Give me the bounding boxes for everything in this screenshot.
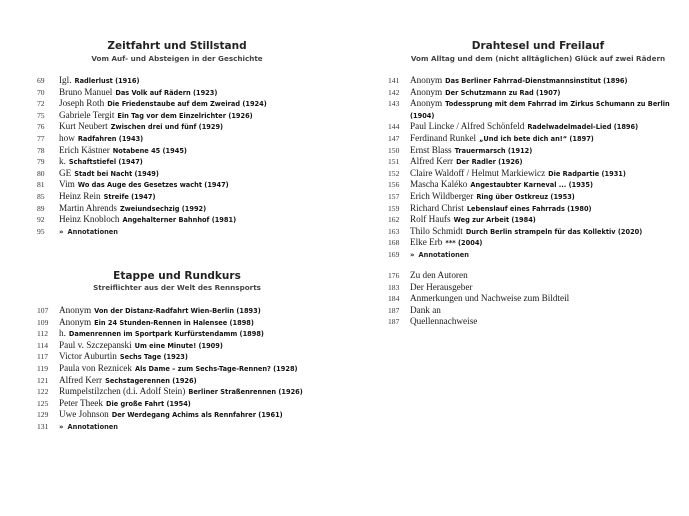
page-number: 114 (37, 340, 49, 350)
back-matter-list (388, 270, 569, 328)
work-title: Angehalterner Bahnhof (1981) (122, 216, 237, 225)
toc-entry (388, 179, 670, 191)
page-number: 156 (388, 180, 400, 190)
page-number: 144 (388, 122, 400, 132)
page-number: 143 (388, 99, 400, 109)
toc-entry (37, 386, 303, 398)
page-number: 150 (388, 145, 400, 155)
page-number: 147 (388, 133, 400, 143)
work-title: Der Werdegang Achims als Rennfahrer (1961) (111, 411, 283, 420)
annotations-label (59, 228, 118, 236)
page-number: 125 (37, 398, 49, 408)
work-title: Ein Tag vor dem Einzelrichter (1926) (117, 111, 253, 120)
work-title: Der Radler (1926) (456, 158, 523, 167)
page-number: 76 (37, 122, 45, 132)
toc-entry (37, 317, 303, 329)
author-name: Alfred Kerr (59, 374, 103, 385)
author-name: Martin Ahrends (59, 202, 117, 213)
page-number: 77 (37, 133, 45, 143)
toc-entry (37, 110, 267, 122)
work-title: Als Dame – zum Sechs-Tage-Rennen? (1928) (134, 364, 298, 373)
work-title: „Und ich bete dich an!“ (1897) (479, 134, 594, 143)
author-name: Paula von Reznicek (59, 362, 132, 373)
back-matter-entry (388, 282, 569, 294)
author-name: Richard Christ (410, 202, 464, 213)
page-number: 157 (388, 191, 400, 201)
author-name: Alfred Kerr (410, 156, 454, 167)
page-number: 183 (388, 282, 400, 292)
page-number: 163 (388, 226, 400, 236)
work-title: Trauermarsch (1912) (454, 146, 533, 155)
work-title: Ring über Ostkreuz (1953) (476, 192, 575, 201)
section-title: Etappe und Rundkurs (113, 270, 241, 282)
author-name: Claire Waldoff / Helmut Markiewicz (410, 167, 546, 178)
page-number: 121 (37, 375, 49, 385)
author-name: Kurt Neubert (59, 121, 108, 132)
annotations-text: Annotationen (67, 422, 118, 431)
toc-entry (388, 203, 670, 215)
author-name: Rolf Haufs (410, 214, 451, 225)
work-title: Sechstagerennen (1926) (105, 376, 197, 385)
back-matter-label: Zu den Autoren (410, 270, 468, 280)
work-title: Radfahren (1943) (77, 134, 144, 143)
toc-entry (37, 375, 303, 387)
work-title: Durch Berlin strampeln für das Kollektiv (2020) (465, 227, 643, 236)
toc-entry (388, 156, 670, 168)
toc-entry (37, 214, 267, 226)
toc-entry (37, 87, 267, 99)
page-number: 176 (388, 271, 400, 280)
toc-entry (37, 98, 267, 110)
work-title: Das Berliner Fahrrad-Dienstmannsinstitut (1896) (445, 77, 628, 85)
section-title: Drahtesel und Freilauf (471, 40, 605, 52)
back-matter-entry (388, 293, 569, 305)
section-subtitle: Vom Alltag und dem (nicht alltäglichen) Glück auf zwei Rädern (410, 54, 666, 63)
page-number: 119 (37, 363, 49, 373)
page-number: 131 (37, 421, 49, 431)
toc-list (37, 75, 267, 237)
work-title: Streife (1947) (103, 192, 156, 201)
work-title: Die große Fahrt (1954) (105, 399, 191, 408)
author-name: Elke Erb (410, 237, 443, 248)
author-name: Igl. (59, 75, 72, 85)
chevron-right-icon: » (59, 227, 64, 236)
toc-entry (388, 168, 670, 180)
section-subtitle: Vom Auf- und Absteigen in der Geschichte (91, 54, 263, 63)
toc-entry (37, 75, 267, 87)
author-name: Anonym (59, 316, 92, 327)
page-number: 169 (388, 249, 400, 259)
toc-entry (37, 179, 267, 191)
author-name: GE (59, 167, 72, 178)
author-name: k. (59, 156, 66, 167)
author-name: Thilo Schmidt (410, 225, 463, 236)
author-name: Rumpelstilzchen (d.i. Adolf Stein) (59, 386, 186, 397)
annotations-entry (37, 421, 303, 433)
work-title: Die Friedenstaube auf dem Zweirad (1924) (107, 100, 267, 109)
author-name: Uwe Johnson (59, 409, 109, 420)
toc-entry (388, 145, 670, 157)
author-name: Paul v. Szczepanski (59, 339, 132, 350)
page-number: 80 (37, 168, 45, 178)
work-title: Damenrennen im Sportpark Kurfürstendamm (1898) (68, 330, 264, 339)
work-title: Um eine Minute! (1909) (134, 341, 223, 350)
back-matter-entry (388, 305, 569, 317)
author-name: how (59, 132, 75, 143)
toc-entry (37, 351, 303, 363)
annotations-label (410, 251, 469, 259)
page-number: 69 (37, 76, 45, 85)
page-number: 95 (37, 226, 45, 236)
work-title: Von der Distanz-Radfahrt Wien-Berlin (1893) (94, 307, 261, 315)
work-title: Das Volk auf Rädern (1923) (115, 88, 218, 97)
author-name: Bruno Manuel (59, 86, 113, 97)
toc-entry (37, 191, 267, 203)
author-name: Peter Theek (59, 397, 103, 408)
work-title: Stadt bei Nacht (1949) (74, 169, 159, 178)
author-name: Ernst Blass (410, 144, 452, 155)
work-title: Zwischen drei und fünf (1929) (110, 123, 224, 132)
annotations-entry (388, 249, 670, 261)
chevron-right-icon: » (410, 250, 415, 259)
work-title: Weg zur Arbeit (1984) (453, 216, 536, 225)
author-name: Victor Auburtin (59, 351, 117, 362)
back-matter-entry (388, 316, 569, 328)
annotations-text: Annotationen (67, 227, 118, 236)
toc-entry (37, 340, 303, 352)
page-number: 162 (388, 215, 400, 225)
page-number: 184 (388, 294, 400, 304)
work-title: Berliner Straßenrennen (1926) (188, 388, 303, 397)
work-title: *** (2004) (445, 239, 483, 248)
work-title: Zweiundsechzig (1992) (119, 204, 207, 213)
annotations-label (59, 423, 118, 431)
toc-entry (37, 305, 303, 317)
page-number: 109 (37, 317, 49, 327)
back-matter-label: Quellennachweise (410, 316, 478, 327)
toc-entry (37, 156, 267, 168)
back-matter-label: Dank an (410, 304, 441, 315)
page-number: 70 (37, 87, 45, 97)
author-name: Gabriele Tergit (59, 109, 115, 120)
toc-entry (388, 133, 670, 145)
back-matter-label: Der Herausgeber (410, 281, 473, 292)
toc-entry (37, 409, 303, 421)
back-matter-entry (388, 270, 569, 282)
page-number: 152 (388, 168, 400, 178)
toc-entry-continuation (388, 110, 670, 122)
page-number: 107 (37, 306, 49, 315)
page-number: 85 (37, 191, 45, 201)
page-number: 81 (37, 180, 45, 190)
chevron-right-icon: » (59, 422, 64, 431)
toc-entry (388, 75, 670, 87)
page-number: 72 (37, 99, 45, 109)
toc-entry (388, 214, 670, 226)
toc-entry (37, 203, 267, 215)
author-name: Erich Wildberger (410, 190, 474, 201)
author-name: Anonym (59, 305, 92, 315)
author-name: Vim (59, 179, 75, 190)
work-title: Radlerlust (1916) (74, 77, 140, 85)
toc-entry (388, 237, 670, 249)
page-number: 89 (37, 203, 45, 213)
toc-entry (37, 133, 267, 145)
toc-entry (388, 87, 670, 99)
page-number: 187 (388, 305, 400, 315)
work-title: Sechs Tage (1923) (119, 353, 188, 362)
annotations-entry (37, 226, 267, 238)
author-name: Anonym (410, 98, 443, 109)
author-name: Anonym (410, 75, 443, 85)
work-title: Radelwadelmadel-Lied (1896) (527, 123, 639, 132)
page-number: 151 (388, 157, 400, 167)
work-title: Die Radpartie (1931) (548, 169, 626, 178)
page-number: 142 (388, 87, 400, 97)
author-name: Erich Kästner (59, 144, 110, 155)
work-title: Todessprung mit dem Fahrrad im Zirkus Schumann zu Berlin (445, 100, 670, 109)
page-number: 187 (388, 317, 400, 327)
work-title: Lebenslauf eines Fahrrads (1980) (466, 204, 592, 213)
work-title-continuation: (1904) (410, 111, 435, 120)
page-number: 122 (37, 387, 49, 397)
toc-list (388, 75, 670, 261)
work-title: Wo das Auge des Gesetzes wacht (1947) (77, 181, 229, 190)
page-number: 92 (37, 215, 45, 225)
page-number: 117 (37, 352, 49, 362)
toc-entry (388, 98, 670, 110)
toc-entry (388, 121, 670, 133)
toc-entry (37, 363, 303, 375)
page-number: 78 (37, 145, 45, 155)
toc-entry (388, 191, 670, 203)
author-name: h. (59, 328, 66, 339)
author-name: Mascha Kaléko (410, 179, 468, 190)
work-title: Ein 24 Stunden-Rennen in Halensee (1898) (94, 318, 254, 327)
toc-entry (37, 168, 267, 180)
page-number: 168 (388, 238, 400, 248)
page-number: 75 (37, 110, 45, 120)
toc-entry (37, 145, 267, 157)
toc-entry (388, 226, 670, 238)
section-title: Zeitfahrt und Stillstand (107, 40, 247, 52)
author-name: Joseph Roth (59, 98, 105, 109)
page-number: 141 (388, 76, 400, 85)
author-name: Heinz Knobloch (59, 214, 120, 225)
author-name: Paul Lincke / Alfred Schönfeld (410, 121, 525, 132)
page-number: 79 (37, 157, 45, 167)
author-name: Ferdinand Runkel (410, 132, 477, 143)
page-number: 112 (37, 329, 49, 339)
page-number: 129 (37, 410, 49, 420)
author-name: Heinz Rein (59, 190, 101, 201)
work-title: Angestaubter Karneval ... (1935) (470, 181, 593, 190)
work-title: Notabene 45 (1945) (112, 146, 187, 155)
back-matter-label: Anmerkungen und Nachweise zum Bildteil (410, 293, 570, 304)
annotations-text: Annotationen (418, 250, 469, 259)
page-number: 159 (388, 203, 400, 213)
author-name: Anonym (410, 86, 443, 97)
toc-entry (37, 121, 267, 133)
section-subtitle: Streiflichter aus der Welt des Rennsports (93, 283, 261, 292)
work-title: Schaftstiefel (1947) (68, 158, 143, 167)
toc-entry (37, 398, 303, 410)
toc-entry (37, 328, 303, 340)
toc-list (37, 305, 303, 433)
work-title: Der Schutzmann zu Rad (1907) (445, 88, 561, 97)
